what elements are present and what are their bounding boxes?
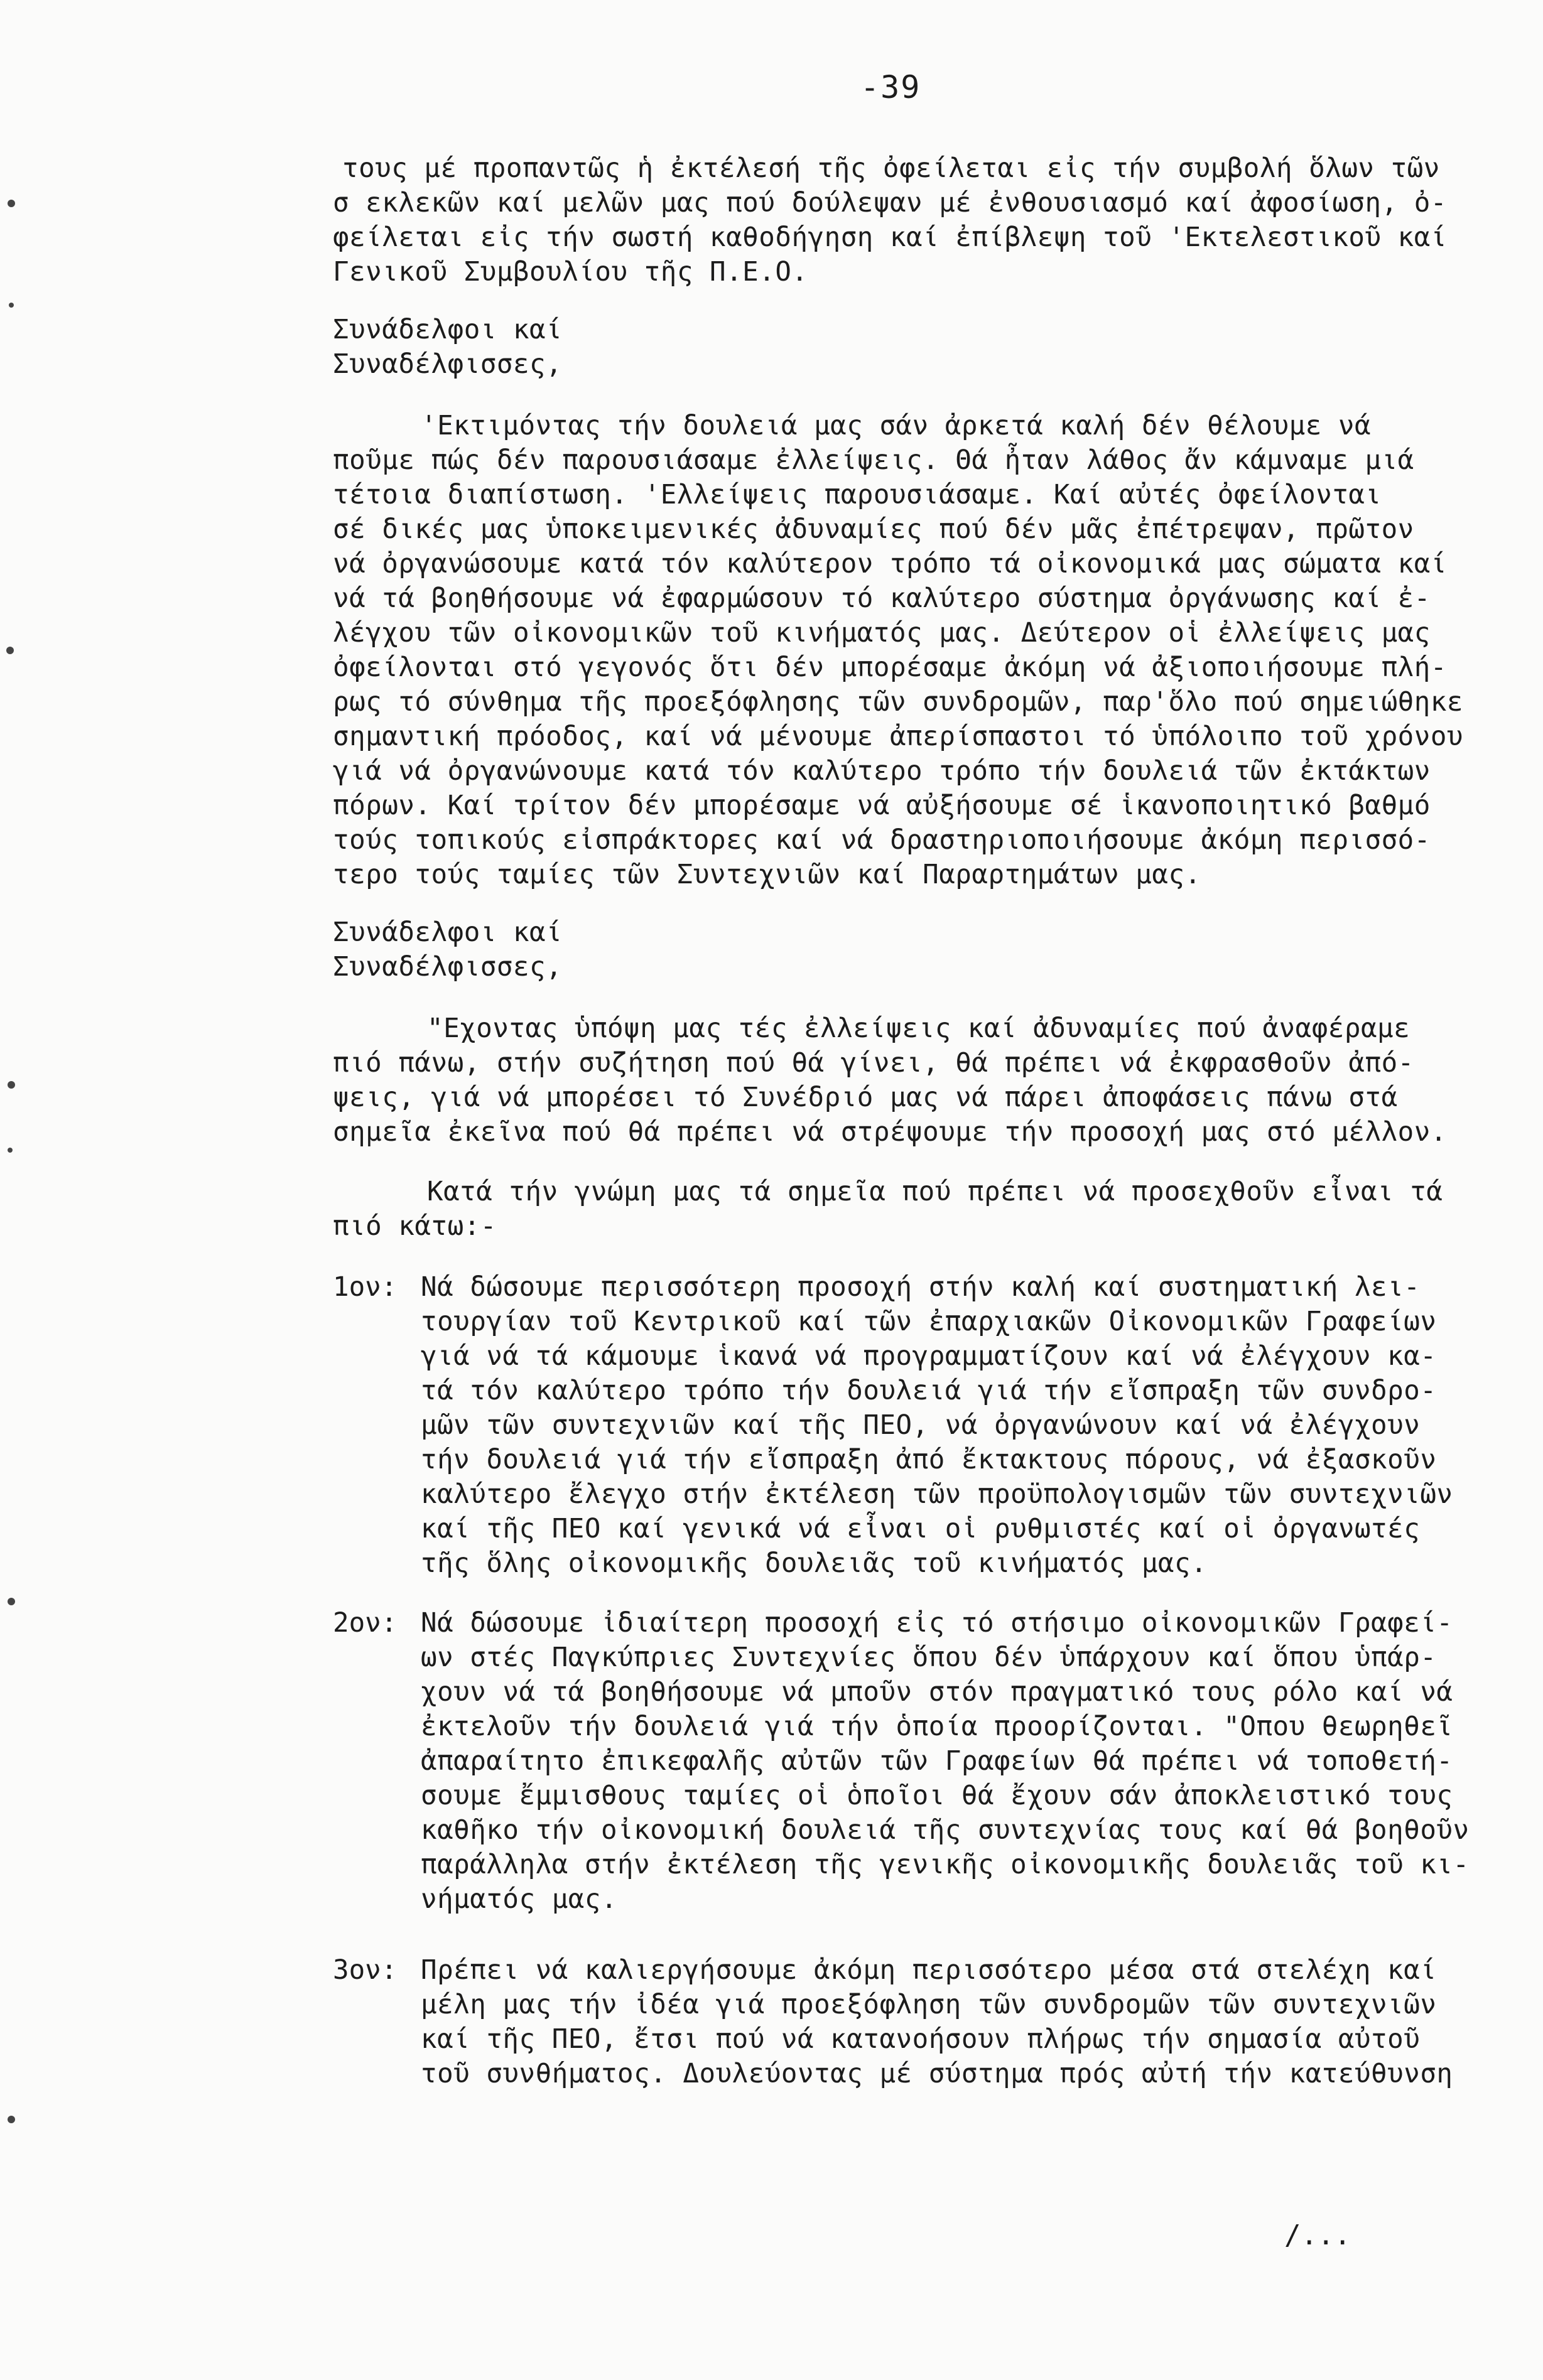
list-label: 3ον: bbox=[333, 1955, 398, 1986]
text-line: πόρων. Καί τρίτον δέν μπορέσαμε νά αὐξήσουμε σέ ἱκανοποιητικό βαθμό bbox=[333, 790, 1431, 821]
list-item-line: τοῦ συνθήματος. Δουλεύοντας μέ σύστημα πρός αὐτή τήν κατεύθυνση bbox=[421, 2059, 1453, 2089]
binder-hole-mark bbox=[8, 1148, 13, 1153]
text-line: σημαντική πρόοδος, καί νά μένουμε ἀπερίσπαστοι τό ὑπόλοιπο τοῦ χρόνου bbox=[333, 721, 1464, 752]
list-item-line: σουμε ἔμμισθους ταμίες οἱ ὁποῖοι θά ἔχουν σάν ἀποκλειστικό τους bbox=[421, 1780, 1453, 1811]
list-item-line: ων στές Παγκύπριες Συντεχνίες ὅπου δέν ὑπάρχουν καί ὅπου ὑπάρ- bbox=[421, 1642, 1437, 1673]
list-item-line: τῆς ὅλης οἰκονομικῆς δουλειᾶς τοῦ κινήματός μας. bbox=[421, 1548, 1208, 1579]
list-item-line: καί τῆς ΠΕΟ, ἔτσι πού νά κατανοήσουν πλήρως τήν σημασία αὐτοῦ bbox=[421, 2024, 1421, 2055]
binder-hole-mark bbox=[8, 200, 15, 207]
list-item-line: γιά νά τά κάμουμε ἱκανά νά προγραμματίζουν καί νά ἐλέγχουν κα- bbox=[421, 1341, 1437, 1372]
binder-hole-mark bbox=[8, 1081, 15, 1089]
text-line: 'Εκτιμόντας τήν δουλειά μας σάν ἀρκετά καλή δέν θέλουμε νά bbox=[421, 411, 1372, 441]
text-line: τέτοια διαπίστωση. 'Ελλείψεις παρουσιάσαμε. Καί αὐτές ὀφείλονται bbox=[333, 480, 1382, 510]
list-item-line: νήματός μας. bbox=[421, 1884, 618, 1915]
text-line: "Εχοντας ὑπόψη μας τές ἐλλείψεις καί ἀδυναμίες πού ἀναφέραμε bbox=[427, 1013, 1410, 1044]
binder-hole-mark bbox=[9, 303, 14, 308]
list-item-line: καλύτερο ἔλεγχο στήν ἐκτέλεση τῶν προϋπολογισμῶν τῶν συντεχνιῶν bbox=[421, 1479, 1453, 1510]
text-line: γιά νά ὀργανώνουμε κατά τόν καλύτερο τρόπο τήν δουλειά τῶν ἐκτάκτων bbox=[333, 756, 1431, 787]
text-line: νά ὀργανώσουμε κατά τόν καλύτερον τρόπο τά οἰκονομικά μας σώματα καί bbox=[333, 549, 1447, 579]
list-item-line: τήν δουλειά γιά τήν εἴσπραξη ἀπό ἔκτακτους πόρους, νά ἐξασκοῦν bbox=[421, 1445, 1437, 1475]
list-item-line: Νά δώσουμε περισσότερη προσοχή στήν καλή καί συστηματική λει- bbox=[421, 1272, 1421, 1303]
list-item-line: παράλληλα στήν ἐκτέλεση τῆς γενικῆς οἰκονομικῆς δουλειᾶς τοῦ κι- bbox=[421, 1850, 1470, 1880]
text-line: τους μέ προπαντῶς ἡ ἐκτέλεσή τῆς ὀφείλεται εἰς τήν συμβολή ὅλων τῶν bbox=[342, 153, 1440, 184]
text-line: ρως τό σύνθημα τῆς προεξόφλησης τῶν συνδρομῶν, παρ'ὅλο πού σημειώθηκε bbox=[333, 687, 1464, 718]
list-item-line: χουν νά τά βοηθήσουμε νά μποῦν στόν πραγματικό τους ρόλο καί νά bbox=[421, 1677, 1453, 1708]
salutation-line: Συναδέλφισσες, bbox=[333, 952, 563, 983]
list-item-line: τουργίαν τοῦ Κεντρικοῦ καί τῶν ἐπαρχιακῶν Οἰκονομικῶν Γραφείων bbox=[421, 1306, 1437, 1337]
binder-hole-mark bbox=[8, 2116, 15, 2123]
text-line: σέ δικές μας ὑποκειμενικές ἀδυναμίες πού δέν μᾶς ἐπέτρεψαν, πρῶτον bbox=[333, 514, 1414, 545]
page-number: -39 bbox=[860, 69, 921, 105]
text-line: τερο τούς ταμίες τῶν Συντεχνιῶν καί Παραρτημάτων μας. bbox=[333, 859, 1201, 890]
text-line: Γενικοῦ Συμβουλίου τῆς Π.Ε.Ο. bbox=[333, 257, 808, 288]
text-line: νά τά βοηθήσουμε νά ἐφαρμώσουν τό καλύτερο σύστημα ὀργάνωσης καί ἐ- bbox=[333, 583, 1431, 614]
text-line: πιό κάτω:- bbox=[333, 1211, 497, 1242]
text-line: σ εκλεκῶν καί μελῶν μας πού δούλεψαν μέ ἐνθουσιασμό καί ἀφοσίωση, ὀ- bbox=[333, 188, 1447, 218]
list-item-line: καθῆκο τήν οἰκονομική δουλειά τῆς συντεχνίας τους καί θά βοηθοῦν bbox=[421, 1815, 1470, 1846]
text-line: σημεῖα ἐκεῖνα πού θά πρέπει νά στρέψουμε τήν προσοχή μας στό μέλλον. bbox=[333, 1117, 1447, 1148]
list-label: 2ον: bbox=[333, 1608, 398, 1639]
list-item-line: μέλη μας τήν ἰδέα γιά προεξόφληση τῶν συνδρομῶν τῶν συντεχνιῶν bbox=[421, 1990, 1437, 2020]
text-line: ὀφείλονται στό γεγονός ὅτι δέν μπορέσαμε ἀκόμη νά ἀξιοποιήσουμε πλή- bbox=[333, 652, 1447, 683]
text-line: τούς τοπικούς εἰσπράκτορες καί νά δραστηριοποιήσουμε ἀκόμη περισσό- bbox=[333, 825, 1431, 856]
binder-hole-mark bbox=[6, 647, 14, 654]
salutation-line: Συνάδελφοι καί bbox=[333, 917, 563, 948]
text-line: ποῦμε πώς δέν παρουσιάσαμε ἐλλείψεις. Θά ἦταν λάθος ἄν κάμναμε μιά bbox=[333, 445, 1414, 476]
salutation-line: Συνάδελφοι καί bbox=[333, 315, 563, 345]
list-item-line: Πρέπει νά καλιεργήσουμε ἀκόμη περισσότερο μέσα στά στελέχη καί bbox=[421, 1955, 1437, 1986]
list-item-line: καί τῆς ΠΕΟ καί γενικά νά εἶναι οἱ ρυθμιστές καί οἱ ὀργανωτές bbox=[421, 1514, 1421, 1544]
text-line: λέγχου τῶν οἰκονομικῶν τοῦ κινήματός μας. Δεύτερον οἱ ἐλλείψεις μας bbox=[333, 618, 1431, 649]
salutation-line: Συναδέλφισσες, bbox=[333, 349, 563, 380]
list-item-line: μῶν τῶν συντεχνιῶν καί τῆς ΠΕΟ, νά ὀργανώνουν καί νά ἐλέγχουν bbox=[421, 1410, 1421, 1441]
list-item-line: Νά δώσουμε ἰδιαίτερη προσοχή εἰς τό στήσιμο οἰκονομικῶν Γραφεί- bbox=[421, 1608, 1453, 1639]
list-label: 1ον: bbox=[333, 1272, 398, 1303]
continuation-mark: /... bbox=[1284, 2219, 1351, 2251]
text-line: Κατά τήν γνώμη μας τά σημεῖα πού πρέπει νά προσεχθοῦν εἶναι τά bbox=[427, 1177, 1443, 1207]
list-item-line: ἀπαραίτητο ἐπικεφαλῆς αὐτῶν τῶν Γραφείων θά πρέπει νά τοποθετή- bbox=[421, 1746, 1453, 1777]
text-line: φείλεται εἰς τήν σωστή καθοδήγηση καί ἐπίβλεψη τοῦ 'Εκτελεστικοῦ καί bbox=[333, 222, 1447, 253]
text-line: πιό πάνω, στήν συζήτηση πού θά γίνει, θά πρέπει νά ἐκφρασθοῦν ἀπό- bbox=[333, 1048, 1414, 1079]
binder-hole-mark bbox=[8, 1598, 15, 1605]
list-item-line: τά τόν καλύτερο τρόπο τήν δουλειά γιά τήν εἴσπραξη τῶν συνδρο- bbox=[421, 1376, 1437, 1406]
list-item-line: ἐκτελοῦν τήν δουλειά γιά τήν ὁποία προορίζονται. "Οπου θεωρηθεῖ bbox=[421, 1711, 1453, 1742]
text-line: ψεις, γιά νά μπορέσει τό Συνέδριό μας νά πάρει ἀποφάσεις πάνω στά bbox=[333, 1082, 1398, 1113]
